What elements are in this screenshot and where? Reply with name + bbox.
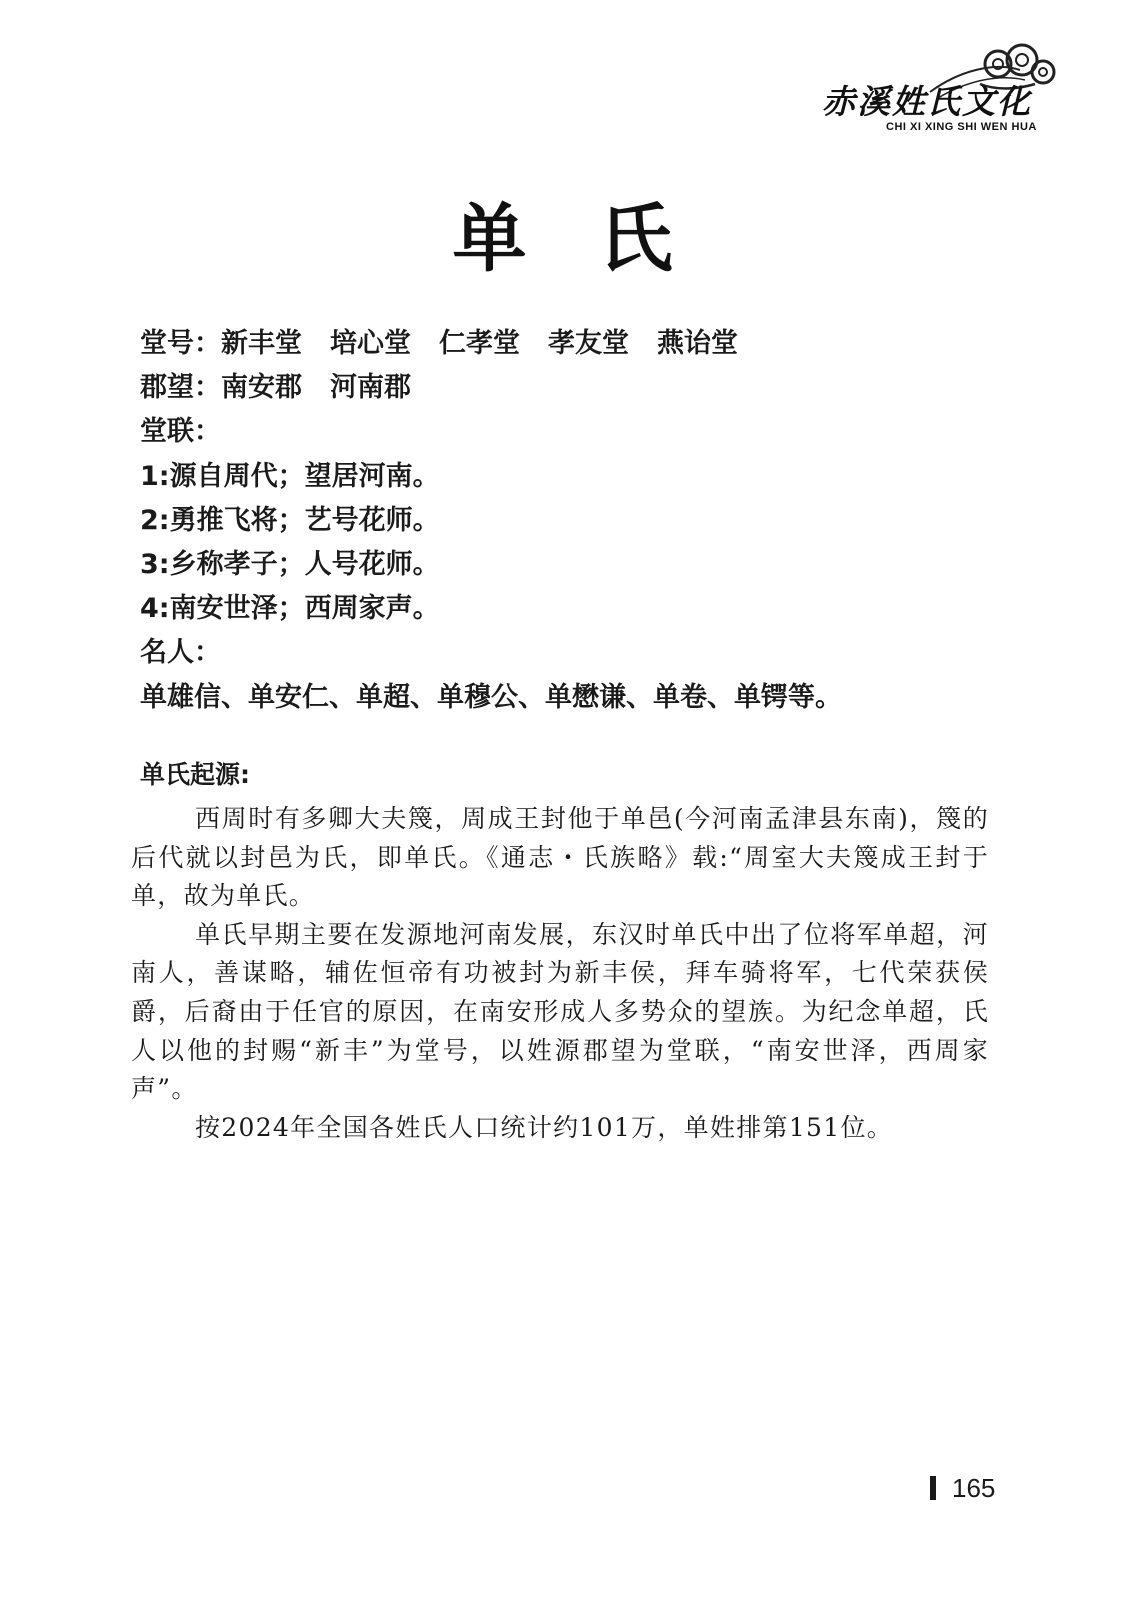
origin-paragraph: 单氏早期主要在发源地河南发展，东汉时单氏中出了位将军单超，河南人，善谋略，辅佐恒帝有功被封为新丰侯，拜车骑将军，七代荣获侯爵，后裔由于任官的原因，在南安形成人多势众的望族。为纪念单超，氏人以他的封赐“新丰”为堂号，以姓源郡望为堂联，“南安世泽，西周家声”。 xyxy=(131,919,989,1104)
origin-paragraph: 西周时有多卿大夫篾，周成王封他于单邑(今河南孟津县东南)，篾的后代就以封邑为氏，即单氏。《通志・氏族略》载:“周室大夫篾成王封于单，故为单氏。 xyxy=(131,804,989,911)
tanglian-item: 1:源自周代；望居河南。 xyxy=(140,460,440,492)
tanghao-label: 堂号： xyxy=(140,328,221,359)
tanglian-item: 3:乡称孝子；人号花师。 xyxy=(140,549,440,581)
origin-paragraph: 按2024年全国各姓氏人口统计约101万，单姓排第151位。 xyxy=(195,1112,894,1142)
header-logo xyxy=(820,40,1060,140)
logo-chinese-text: 赤溪姓氏文化 xyxy=(822,82,1032,121)
page-number xyxy=(930,1473,995,1503)
tanghao-item: 燕诒堂 xyxy=(657,328,738,359)
tanglian-label: 堂联： xyxy=(140,416,221,448)
tanghao-item: 孝友堂 xyxy=(548,328,629,359)
logo-pinyin-text: CHI XI XING SHI WEN HUA xyxy=(886,121,1037,133)
junwang-label: 郡望： xyxy=(140,372,221,404)
surname-info-block xyxy=(140,322,1000,720)
page-number-text: 165 xyxy=(952,1472,996,1503)
tanghao-item: 培心堂 xyxy=(330,328,411,359)
origin-body xyxy=(131,800,989,1147)
tanglian-item: 2:勇推飞将；艺号花师。 xyxy=(140,504,440,536)
tanghao-row xyxy=(140,322,1000,366)
tanghao-item: 仁孝堂 xyxy=(439,328,520,359)
tanglian-item: 4:南安世泽；西周家声。 xyxy=(140,593,440,625)
junwang-item: 河南郡 xyxy=(330,372,411,404)
junwang-item: 南安郡 xyxy=(221,372,302,404)
origin-heading: 单氏起源: xyxy=(140,760,250,789)
page-number-bar xyxy=(930,1476,936,1500)
page-title: 单氏 xyxy=(452,196,745,282)
junwang-row xyxy=(140,366,1000,410)
mingren-list: 单雄信、单安仁、单超、单穆公、单懋谦、单卷、单锷等。 xyxy=(140,681,842,713)
tanghao-item: 新丰堂 xyxy=(221,328,302,359)
mingren-label: 名人： xyxy=(140,637,221,669)
